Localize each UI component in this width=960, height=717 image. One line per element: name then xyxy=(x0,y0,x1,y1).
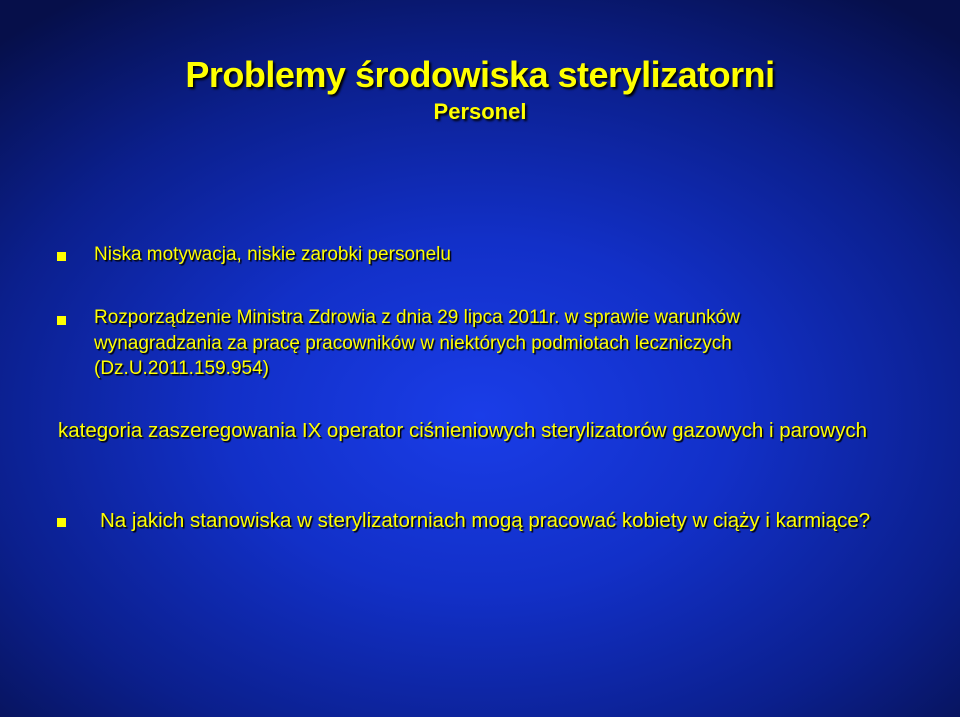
bullet-square-icon xyxy=(57,252,66,261)
slide-title: Problemy środowiska sterylizatorni xyxy=(185,54,775,95)
bullet-text-regulation-line3: (Dz.U.2011.159.954) xyxy=(94,358,269,379)
bullet-square-icon xyxy=(57,518,66,527)
bullet-text-regulation-line2: wynagradzania za pracę pracowników w niektórych podmiotach leczniczych xyxy=(94,333,732,354)
category-text: kategoria zaszeregowania IX operator ciśnieniowych sterylizatorów gazowych i parowych xyxy=(58,419,867,442)
bullet-text-motivation: Niska motywacja, niskie zarobki personelu xyxy=(94,244,451,265)
bullet-square-icon xyxy=(57,316,66,325)
bullet-text-question: Na jakich stanowiska w sterylizatorniach mogą pracować kobiety w ciąży i karmiące? xyxy=(100,509,871,532)
bullet-text-regulation-line1: Rozporządzenie Ministra Zdrowia z dnia 29 lipca 2011r. w sprawie warunków xyxy=(94,307,740,328)
slide-subtitle: Personel xyxy=(433,99,527,124)
